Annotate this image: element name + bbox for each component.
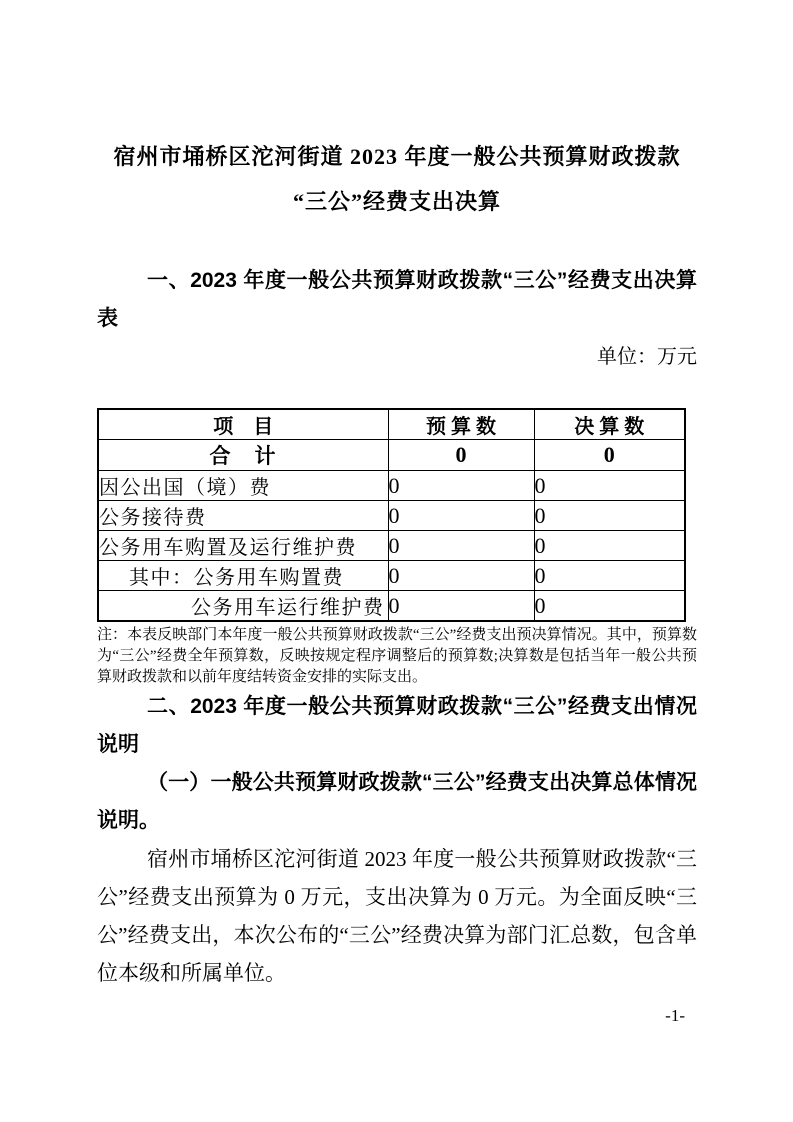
row-budget-value: 0 [388,471,534,501]
row-label: 公务用车购置及运行维护费 [98,531,388,561]
table-unit-label: 单位：万元 [597,346,697,368]
row-budget-value: 0 [388,440,534,471]
section-2-heading: 二、2023 年度一般公共预算财政拨款“三公”经费支出情况说明 [97,695,697,756]
row-label: 因公出国（境）费 [98,471,388,501]
table-header-row [98,409,685,440]
row-budget-value: 0 [388,531,534,561]
row-final-value: 0 [534,440,685,471]
document-title-line-2: “三公”经费支出决算 [292,189,501,214]
sangong-expense-table [97,408,686,622]
row-budget-value: 0 [388,561,534,591]
section-2-1-paragraph: 宿州市埇桥区沱河街道 2023 年度一般公共预算财政拨款“三公”经费支出预算为 0 万元，支出决算为 0 万元。为全面反映“三公”经费支出，本次公布的“三公”经费决算为部门汇总数，包含单位本级和所属单位。 [97,847,697,985]
row-budget-value: 0 [388,501,534,531]
row-label: 公务用车运行维护费 [98,591,388,622]
table-row-vehicle-maintenance [98,591,685,622]
section-1-heading: 一、2023 年度一般公共预算财政拨款“三公”经费支出决算表 [97,269,697,330]
table-row-vehicle-purchase [98,561,685,591]
page-number: -1- [665,1006,685,1025]
row-budget-value: 0 [388,591,534,622]
row-final-value: 0 [534,501,685,531]
document-title-line-1: 宿州市埇桥区沱河街道 2023 年度一般公共预算财政拨款 [113,144,681,169]
section-2-1-subheading: （一）一般公共预算财政拨款“三公”经费支出决算总体情况说明。 [97,771,697,832]
row-final-value: 0 [534,471,685,501]
row-label: 合 计 [98,440,388,471]
table-row-total [98,440,685,471]
column-header-budget: 预 算 数 [388,409,534,440]
table-row-vehicle-total [98,531,685,561]
row-label: 公务接待费 [98,501,388,531]
row-final-value: 0 [534,591,685,622]
table-footnote: 注：本表反映部门本年度一般公共预算财政拨款“三公”经费支出预决算情况。其中，预算数为“三公”经费全年预算数，反映按规定程序调整后的预算数;决算数是包括当年一般公共预算财政拨款和以前年度结转资金安排的实际支出。 [97,627,697,685]
table-row-abroad [98,471,685,501]
row-final-value: 0 [534,561,685,591]
row-final-value: 0 [534,531,685,561]
table-row-reception [98,501,685,531]
row-label: 其中：公务用车购置费 [98,561,388,591]
column-header-final: 决 算 数 [534,409,685,440]
column-header-item: 项 目 [98,409,388,440]
